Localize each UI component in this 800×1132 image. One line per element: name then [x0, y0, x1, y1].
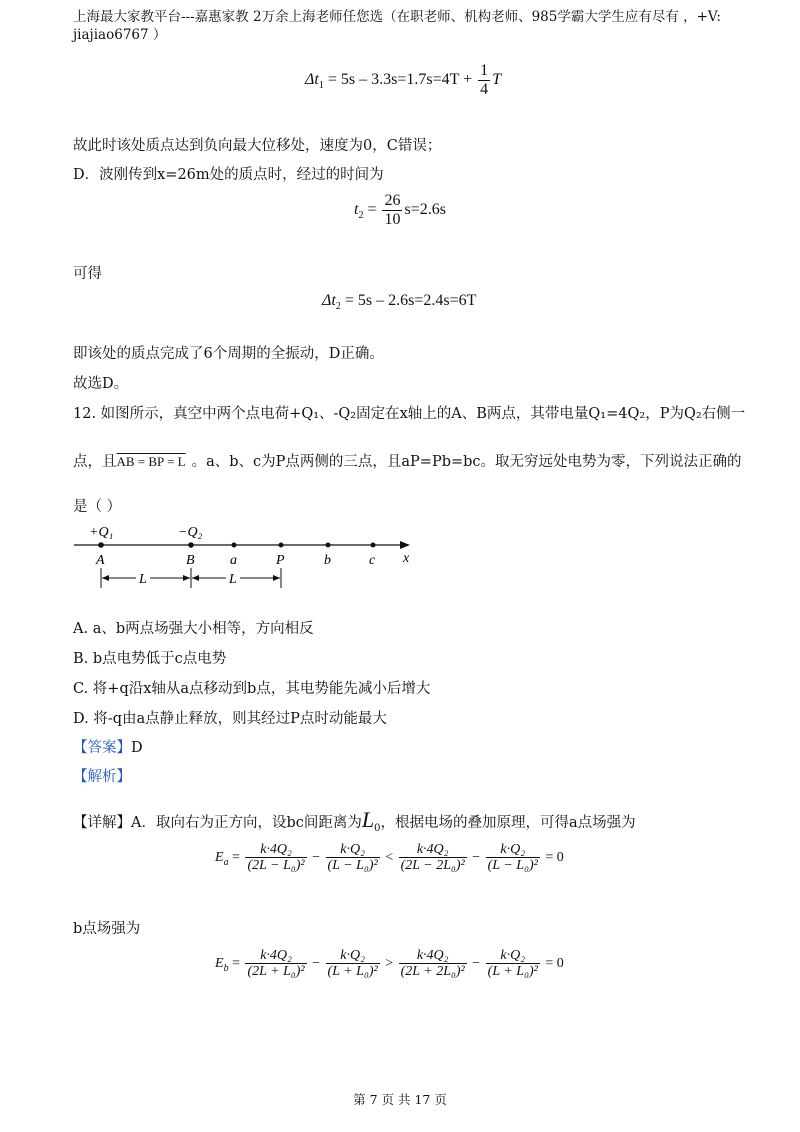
eb-term-3 [399, 948, 467, 980]
eq2-eq: = [363, 200, 381, 218]
eq3-rest: = 5s – 2.6s=2.4s=6T [340, 292, 477, 309]
eq1-frac-den: 4 [480, 80, 489, 98]
point-a-dot [232, 543, 237, 548]
page-header [73, 8, 721, 44]
dim-arrow-bp-right [273, 575, 280, 581]
ea-t1-den: (2L − L₀)² [247, 858, 305, 874]
eb-t1-num: k·4Q₂ [260, 948, 292, 963]
equation-t2 [354, 192, 446, 228]
option-c: C. 将+q沿x轴从a点移动到b点，其电势能先减小后增大 [73, 681, 431, 697]
dim-label-L2: L [229, 572, 237, 587]
eq2-frac-den: 10 [384, 210, 401, 228]
eb-term-4 [486, 948, 540, 980]
label-q1: +Q₁ [89, 525, 114, 540]
eb-sub: b [223, 962, 229, 974]
paragraph-d-intro: D．波刚传到x=26m处的质点时，经过的时间为 [73, 167, 384, 183]
eb-term-1 [245, 948, 306, 980]
ea-term-1 [245, 842, 306, 874]
eq1-tail: T [492, 70, 502, 88]
eq2-lhs: t [354, 200, 359, 218]
ea-lhs: E [215, 850, 224, 866]
ea-t4-den: (L − L₀)² [487, 858, 538, 874]
ea-result: = 0 [545, 850, 564, 866]
eq2-tail: s=2.6s [404, 200, 446, 218]
x-axis-label: x [403, 551, 410, 566]
eq1-fraction [478, 62, 490, 98]
eq3-lhs: Δt [322, 292, 336, 309]
ea-relation: < [385, 850, 394, 866]
ea-sub: a [223, 856, 229, 868]
eb-t2-den: (L + L₀)² [327, 964, 378, 980]
ea-t1-num: k·4Q₂ [260, 842, 292, 857]
dim-label-L1: L [139, 572, 147, 587]
answer-line [73, 739, 143, 758]
q12-line2-pre: 点，且 [73, 454, 117, 470]
point-A-dot [98, 542, 104, 548]
eq1-lhs: Δt [305, 70, 319, 88]
equation-ea: $E_a$ = $\frac{\text{k·4Q₂}}{\text{(2L − L₀)²}}$ − $\frac{\text{k·Q₂}}{\text{(L − L₀)²}}$ < $\frac{\text{k·4Q₂}}{\text{(2L − 2L₀)²}}$ − $\frac{\text{k·Q₂}}{\text{(L − L₀)²}}$ = 0 [215, 842, 564, 874]
eq2-frac-num: 26 [384, 192, 401, 209]
option-d: D. 将-q由a点静止释放，则其经过P点时动能最大 [73, 711, 387, 727]
analysis-tag: 【解析】 [73, 769, 131, 785]
paragraph-d-right: 即该处的质点完成了6个周期的全振动，D正确。 [73, 346, 384, 362]
label-P: P [276, 553, 285, 568]
q12-ab-bp-math: AB = BP = L [116, 454, 186, 469]
answer-tag: 【答案】 [73, 740, 131, 756]
equation-delta-t1 [305, 62, 501, 98]
detail-l0-sub: 0 [374, 822, 381, 834]
detail-line [73, 806, 636, 835]
label-b: b [324, 553, 331, 568]
point-c-dot [371, 543, 376, 548]
eq2-sub: 2 [358, 209, 364, 221]
paragraph-c-wrong: 故此时该处质点达到负向最大位移处，速度为0，C错误； [73, 138, 442, 154]
header-line-1: 上海最大家教平台---嘉惠家教 2万余上海老师任您选（在职老师、机构老师、985学霸大学生应有尽有 ，+V: [73, 9, 721, 25]
eq1-sub: 1 [318, 79, 324, 91]
paragraph-choose: 故选D。 [73, 376, 129, 392]
eb-t4-num: k·Q₂ [500, 948, 526, 963]
eq1-frac-num: 1 [480, 62, 489, 79]
q12-line-3: 是（ ） [73, 499, 122, 515]
point-B-dot [188, 542, 194, 548]
header-line-2: jiajiao6767 ） [73, 27, 167, 44]
label-A: A [96, 553, 105, 568]
q12-line-2 [73, 453, 742, 472]
ea-term-4 [486, 842, 540, 874]
point-b-dot [326, 543, 331, 548]
eb-t4-den: (L + L₀)² [487, 964, 538, 980]
eb-t1-den: (2L + L₀)² [247, 964, 305, 980]
page-footer: 第 7 页 共 17 页 [353, 1092, 447, 1107]
x-axis-arrowhead [400, 541, 410, 549]
dim-arrow-ab-left [102, 575, 109, 581]
detail-text-pre: A．取向右为正方向，设bc间距离为 [131, 815, 362, 831]
label-c: c [369, 553, 376, 568]
eb-term-2 [326, 948, 380, 980]
dim-arrow-ab-right [183, 575, 190, 581]
eq2-fraction [382, 192, 402, 228]
dim-arrow-bp-left [192, 575, 199, 581]
eb-relation: > [385, 956, 394, 972]
detail-l0: L [361, 807, 375, 832]
point-P-dot [279, 543, 284, 548]
eq1-mid: = 5s – 3.3s=1.7s=4T + [323, 70, 477, 88]
ea-t4-num: k·Q₂ [500, 842, 526, 857]
eb-lhs: E [215, 956, 224, 972]
label-q2: −Q₂ [178, 525, 203, 540]
label-B: B [186, 553, 195, 568]
equation-eb: $E_b$ = $\frac{\text{k·4Q₂}}{\text{(2L + L₀)²}}$ − $\frac{\text{k·Q₂}}{\text{(L + L₀)²}}$ > $\frac{\text{k·4Q₂}}{\text{(2L + 2L₀)²}}$ − $\frac{\text{k·Q₂}}{\text{(L + L₀)²}}$ = 0 [215, 948, 564, 980]
ea-t2-num: k·Q₂ [340, 842, 365, 857]
ea-term-2 [326, 842, 380, 874]
eb-t3-den: (2L + 2L₀)² [400, 964, 465, 980]
ea-t2-den: (L − L₀)² [327, 858, 378, 874]
paragraph-kede: 可得 [73, 266, 102, 282]
q12-line2-post: 。a、b、c为P点两侧的三点，且aP=Pb=bc。取无穷远处电势为零，下列说法正确的 [191, 454, 742, 470]
option-a: A. a、b两点场强大小相等，方向相反 [73, 621, 314, 637]
option-b: B. b点电势低于c点电势 [73, 651, 227, 667]
paragraph-b-field: b点场强为 [73, 921, 141, 937]
equation-delta-t2 [322, 292, 476, 312]
label-a: a [230, 553, 237, 568]
charge-axis-figure [70, 522, 430, 592]
eb-t2-num: k·Q₂ [340, 948, 365, 963]
detail-text-post: ，根据电场的叠加原理，可得a点场强为 [380, 815, 636, 831]
answer-value: D [131, 740, 143, 756]
eb-t3-num: k·4Q₂ [416, 948, 449, 963]
ea-term-3 [399, 842, 467, 874]
ea-t3-num: k·4Q₂ [416, 842, 449, 857]
detail-tag: 【详解】 [73, 815, 131, 831]
q12-line-1: 12. 如图所示，真空中两个点电荷+Q₁、-Q₂固定在x轴上的A、B两点，其带电量Q₁=4Q₂，P为Q₂右侧一 [73, 406, 746, 422]
eq3-sub: 2 [335, 301, 341, 313]
ea-t3-den: (2L − 2L₀)² [400, 858, 465, 874]
eb-result: = 0 [545, 956, 564, 972]
